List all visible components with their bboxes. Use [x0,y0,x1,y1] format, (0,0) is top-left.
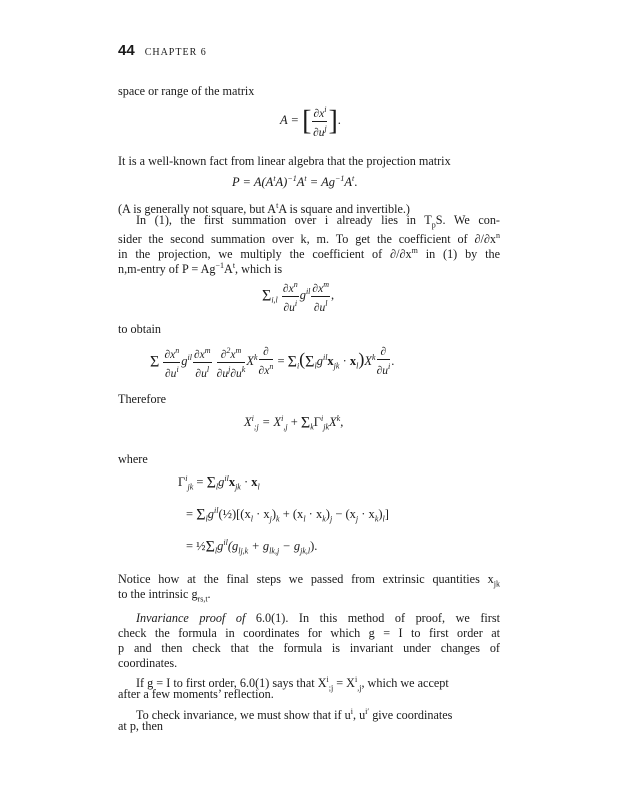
text-line: If g = I to first order, 6.0(1) says that $X^i_{;j} = X^i_{,j}$, which we accept [136,675,449,693]
text-line: (A is generally not square, but $A^tA$ is square and invertible.) [118,201,410,217]
text-line: where [118,452,148,466]
text-line: sider the second summation over k, m. To get the coefficient of $\partial/\partial x^n$ [118,231,500,247]
text-line: check the formula in coordinates for which g = I to first order at [118,626,500,640]
text-line: coordinates. [118,656,178,670]
text-line: after a few moments’ reflection. [118,687,274,701]
text-line: space or range of the matrix [118,84,255,98]
text-line: To check invariance, we must show that if $u^i$, $u^{i'}$ give coordinates [136,707,453,723]
text-line: Invariance proof of 6.0(1). In this method of proof, we first [136,611,500,625]
text-line: p and then check that the formula is invariant under changes of [118,641,500,655]
text-line: to the intrinsic $g_{rs,t}$. [118,587,211,604]
equation-christoffel-line-2: = $\Sigma_lg^{il}(\frac{1}{2})[(x_l \cdot x_j)_k + (x_l \cdot x_k)_j - (x_j \cdot x_k)_l]$ [186,506,389,524]
text-line: to obtain [118,322,161,336]
text-line: Notice how at the final steps we passed from extrinsic quantities $x_{jk}$ [118,572,500,589]
equation-christoffel-line-3: = $\frac{1}{2}\Sigma_lg^{il}(g_{lj,k} + g_{lk,j} - g_{jk,l})$. [186,538,318,556]
chapter-title: CHAPTER 6 [144,47,207,58]
equation-matrix-a: A = [ $\frac{\partial x^i}{\partial u^j}$ ]. [280,105,341,139]
equation-projection: $P = A(A^tA)^{-1}A^t = Ag^{-1}A^t$. [232,174,358,190]
equation-obtain: Σ $\frac{\partial x^n}{\partial u^i}$ $g^{il}$ $\frac{\partial x^m}{\partial u^l}$ $\frac{\partial^2x^m}{\partial u^j\partial u^k}$ $X^k$ $\frac{\partial}{\partial x^n}$ = $\Sigma_i(\Sigma_lg^{il}x_{jk} \cdot x_l)X^k$ $\frac{\partial}{\partial u^i}$ . [150,346,395,380]
equation-christoffel-line-1: $\Gamma^i_{jk} = \Sigma_lg^{il}x_{jk} \cdot x_l$ [178,474,260,492]
text-line: n,m-entry of $P = Ag^{-1}A^t$, which is [118,261,283,277]
running-header [118,42,207,60]
equation-covariant-derivative: $X^i_{;j} = X^i_{,j} + \Sigma_k\Gamma^i_{jk}X^k$, [244,414,344,432]
equation-entry: $\Sigma_{i,l}$ $\frac{\partial x^n}{\partial u^i}$ $g^{il}$ $\frac{\partial x^m}{\partial u^l}$ , [262,280,335,314]
text-line: at p, then [118,719,164,733]
text-line: in the projection, we multiply the coefficient of $\partial/\partial x^m$ in (1) by the [118,246,501,262]
text-line: Therefore [118,392,167,406]
page-number: 44 [118,42,135,59]
text-line: In (1), the first summation over i already lies in $T_pS$. We con- [136,213,500,230]
text-line: It is a well-known fact from linear algebra that the projection matrix [118,154,451,168]
